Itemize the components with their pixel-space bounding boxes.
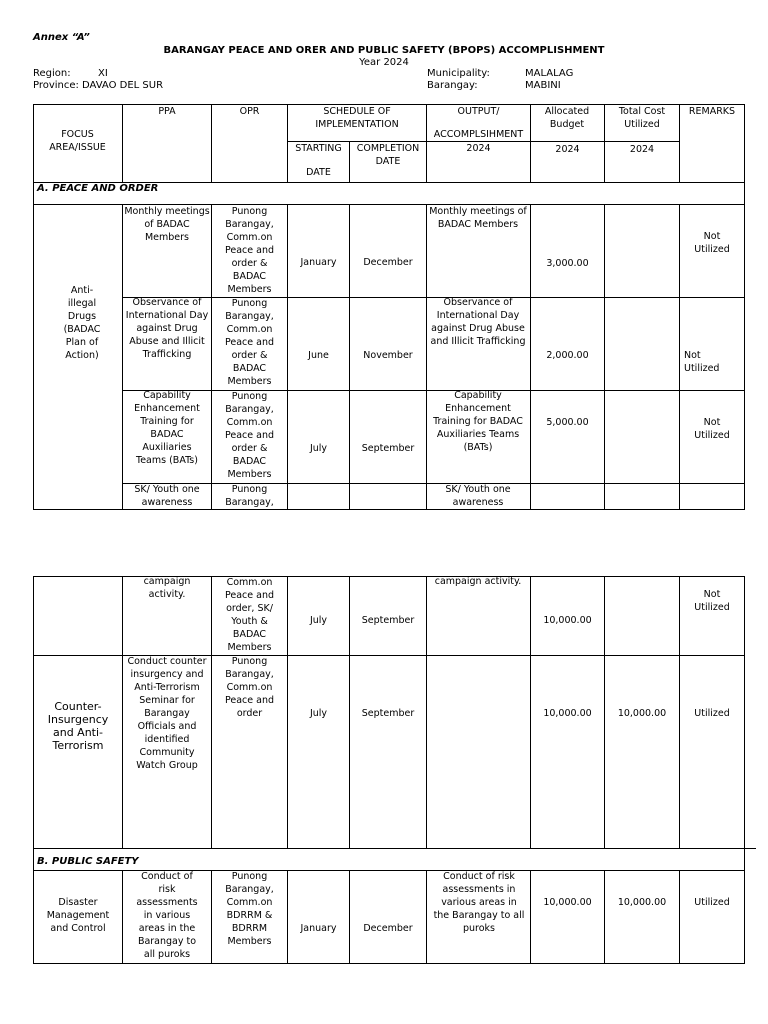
r4-end: September	[361, 615, 415, 626]
r4-output-top: SK/ Youth one awareness	[445, 484, 511, 508]
header-remarks: REMARKS	[688, 106, 736, 117]
r6-start: January	[300, 923, 337, 934]
r6-ppa: Conduct of risk assessments in various areas in the Barangay to all puroks	[136, 871, 198, 960]
r2-start: June	[308, 350, 329, 361]
focus-anti-illegal-drugs: Anti-illegal Drugs (BADAC Plan of Action)	[63, 285, 101, 361]
r5-remarks: Utilized	[694, 708, 730, 719]
province-label: Province:	[33, 80, 79, 91]
r2-opr: Punong Barangay, Comm.on Peace and order & BADAC Members	[224, 298, 275, 387]
r4-opr-bottom: Comm.on Peace and order, SK/ Youth & BADAC Members	[224, 577, 275, 653]
r4-ppa-top: SK/ Youth one awareness	[134, 484, 200, 508]
region-value: XI	[98, 68, 108, 79]
r1-ppa: Monthly meetings of BADAC Members	[124, 206, 210, 243]
r4-opr-top: Punong Barangay,	[225, 484, 274, 508]
document-title: BARANGAY PEACE AND ORER AND PUBLIC SAFETY (BPOPS) ACCOMPLISHMENT	[163, 45, 605, 56]
r2-end: November	[363, 350, 413, 361]
r3-end: September	[361, 443, 415, 454]
r1-end: December	[363, 257, 413, 268]
r2-output: Observance of International Day against Drug Abuse and Illicit Trafficking	[430, 297, 526, 347]
r4-start: July	[309, 615, 328, 626]
section-peace-and-order: A. PEACE AND ORDER	[37, 183, 159, 194]
r5-start: July	[309, 708, 328, 719]
r5-cost: 10,000.00	[617, 708, 667, 719]
barangay-label: Barangay:	[427, 80, 478, 91]
municipality-label: Municipality:	[427, 68, 490, 79]
r3-output: Capability Enhancement Training for BADAC Auxiliaries Teams (BATs)	[433, 390, 523, 453]
focus-counter-insurgency: Counter-Insurgency and Anti-Terrorism	[47, 700, 109, 752]
header-schedule: SCHEDULE OF IMPLEMENTATION	[315, 106, 399, 130]
region-label: Region:	[33, 68, 71, 79]
header-completion: COMPLETION DATE	[356, 143, 420, 167]
r2-budget: 2,000.00	[546, 350, 589, 361]
barangay-value: MABINI	[525, 80, 561, 91]
annex-label: Annex “A”	[33, 32, 90, 43]
r1-remarks: Not Utilized	[694, 231, 730, 255]
r5-opr: Punong Barangay, Comm.on Peace and order	[224, 656, 275, 719]
r6-opr: Punong Barangay, Comm.on BDRRM & BDRRM Members	[225, 871, 274, 947]
document-year: Year 2024	[359, 57, 409, 68]
r6-cost: 10,000.00	[617, 897, 667, 908]
r1-opr: Punong Barangay, Comm.on Peace and order & BADAC Members	[224, 206, 275, 295]
r6-output: Conduct of risk assessments in various areas in the Barangay to all puroks	[433, 871, 525, 934]
r4-budget: 10,000.00	[543, 615, 592, 626]
r1-output: Monthly meetings of BADAC Members	[429, 206, 527, 230]
header-budget-year: 2024	[555, 144, 580, 155]
r6-end: December	[363, 923, 413, 934]
r4-remarks: Not Utilized	[694, 589, 730, 613]
r3-opr: Punong Barangay, Comm.on Peace and order & BADAC Members	[224, 391, 275, 480]
header-ppa: PPA	[158, 106, 176, 117]
header-starting: STARTING	[295, 143, 342, 154]
header-output-year: 2024	[466, 143, 491, 154]
r6-budget: 10,000.00	[543, 897, 592, 908]
r3-ppa: Capability Enhancement Training for BADAC Auxiliaries Teams (BATs)	[134, 390, 200, 466]
r5-end: September	[361, 708, 415, 719]
municipality-value: MALALAG	[525, 68, 574, 79]
header-cost-year: 2024	[629, 144, 655, 155]
section-public-safety: B. PUBLIC SAFETY	[37, 856, 139, 867]
r1-budget: 3,000.00	[546, 258, 589, 269]
r5-budget: 10,000.00	[543, 708, 592, 719]
header-output-2: ACCOMPLSIHMENT	[433, 129, 524, 140]
r4-ppa-bottom: campaign activity.	[143, 576, 191, 600]
r4-output-bottom: campaign activity.	[434, 576, 522, 587]
header-cost: Total Cost Utilized	[618, 106, 666, 130]
r2-ppa: Observance of International Day against Drug Abuse and Illicit Trafficking	[125, 297, 209, 360]
province-value: DAVAO DEL SUR	[82, 80, 164, 91]
r3-remarks: Not Utilized	[694, 417, 730, 441]
header-focus-area: FOCUS AREA/ISSUE	[49, 129, 106, 153]
header-starting-date: DATE	[306, 167, 331, 178]
r6-remarks: Utilized	[694, 897, 730, 908]
r5-ppa: Conduct counter insurgency and Anti-Terrorism Seminar for Barangay Officials and identified Community Watch Group	[127, 656, 207, 771]
header-output: OUTPUT/	[457, 106, 500, 117]
focus-disaster-management: Disaster Management and Control	[46, 897, 110, 934]
r1-start: January	[300, 257, 337, 268]
header-budget: Allocated Budget	[544, 106, 590, 130]
r3-start: July	[309, 443, 328, 454]
header-opr: OPR	[239, 106, 260, 117]
r3-budget: 5,000.00	[546, 417, 589, 428]
r2-remarks: Not Utilized	[684, 350, 720, 374]
